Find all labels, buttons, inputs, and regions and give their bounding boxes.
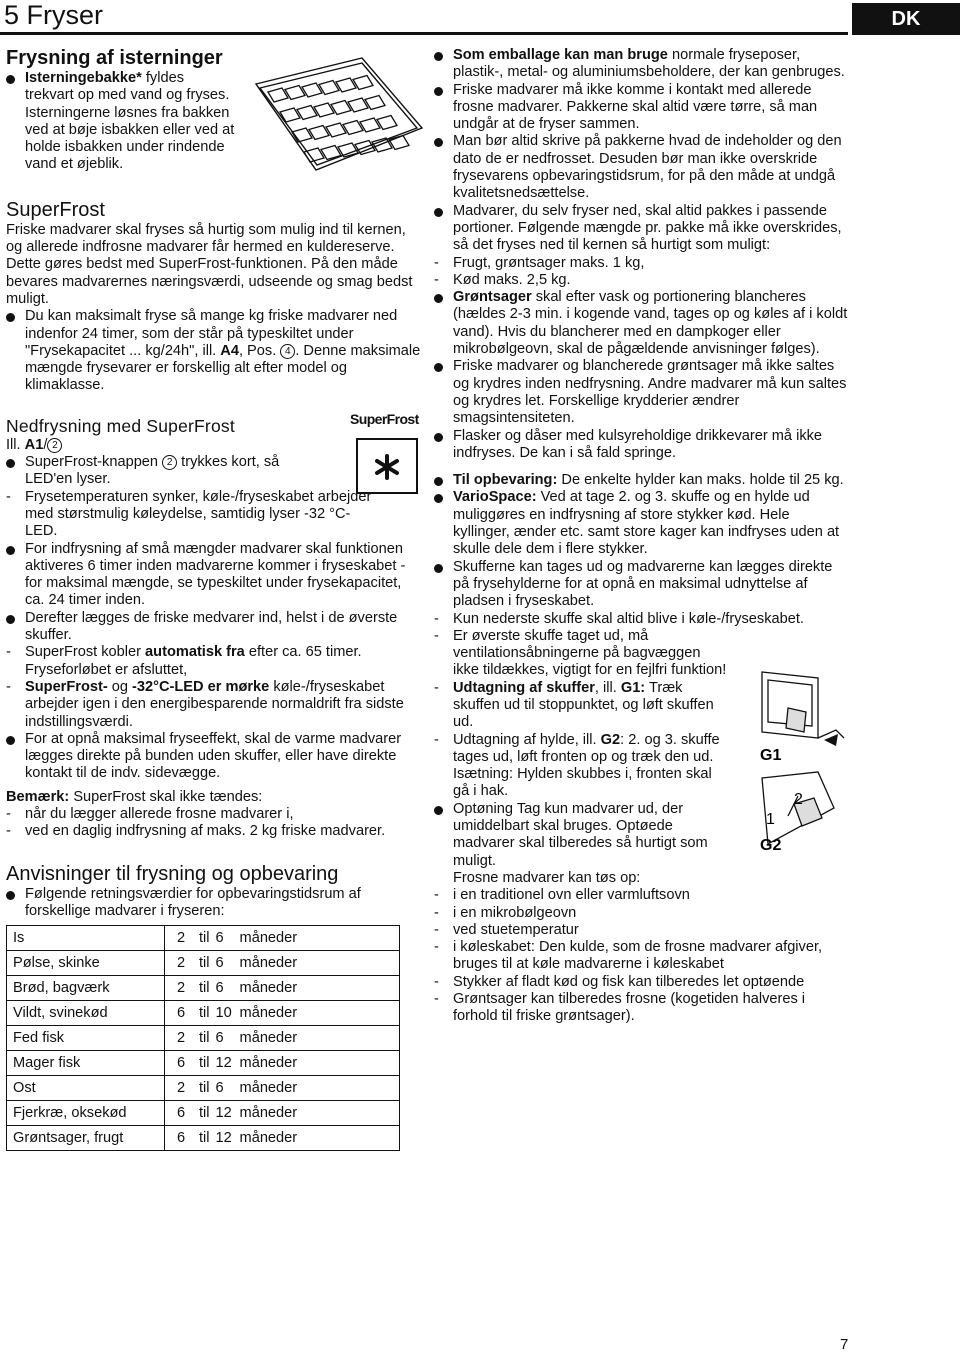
text: Flasker og dåser med kulsyreholdige drikkevarer må ikke indfryses. De kan i så fald springe. <box>453 427 823 461</box>
duration-from: 2 <box>177 929 186 946</box>
chapter-title: 5 Fryser <box>4 0 104 30</box>
food-name-cell: Mager fisk <box>7 1051 165 1076</box>
page-number: 7 <box>840 1336 849 1353</box>
food-name-cell: Fed fisk <box>7 1026 165 1051</box>
dash-item: - Frugt, grøntsager maks. 1 kg, <box>434 254 645 271</box>
text: Udtagning af hylde, ill. <box>453 731 601 748</box>
text: i en mikrobølgeovn <box>453 904 577 921</box>
text: Optøning Tag kun madvarer ud, der <box>453 800 684 817</box>
text: Kød maks. 2,5 kg. <box>453 271 571 288</box>
duration-from: 2 <box>177 1079 186 1096</box>
text: Ill. <box>6 436 25 453</box>
duration-to: 12 <box>215 1129 232 1146</box>
duration-from: 2 <box>177 979 186 996</box>
bold-text: Isterningebakke* <box>25 70 142 86</box>
duration-to: 6 <box>215 1079 224 1096</box>
drawer-removal-illustration <box>758 668 848 858</box>
bullet-portions <box>434 203 848 255</box>
bold-text: VarioSpace: <box>453 489 537 506</box>
bullet-icon <box>434 363 443 372</box>
text: holde isbakken under rindende <box>25 139 225 156</box>
note <box>6 789 424 806</box>
text: Derefter lægges de friske medvarer ind, helst i de øverste skuffer. <box>25 609 398 644</box>
duration-from: 6 <box>177 1129 186 1146</box>
snowflake-icon <box>358 440 416 492</box>
text: Følgende retningsværdier for opbevaringstidsrum af forskellige madvarer i fryseren: <box>25 885 361 919</box>
bullet-icon <box>434 564 443 573</box>
dash-item: - i køleskabet: Den kulde, som de frosne madvarer afgiver, bruges til at køle madvarerne i køleskabet <box>434 939 823 973</box>
left-column <box>6 47 424 1151</box>
bullet-place-food <box>6 610 424 645</box>
text: Stykker af fladt kød og fisk kan tilberedes let optøende <box>453 973 805 990</box>
bullet-no-contact <box>434 82 848 134</box>
dash-item: - i en mikrobølgeovn <box>434 904 577 921</box>
text: når du lægger allerede frosne madvarer i, <box>25 805 294 822</box>
duration-til: til <box>199 1029 210 1046</box>
text: Træk <box>645 679 683 696</box>
text: i en traditionel ovn eller varmluftsovn <box>453 887 690 904</box>
table-row <box>7 1076 400 1101</box>
text: / <box>43 436 48 453</box>
dash-item: - Er øverste skuffe taget ud, må ventilationsåbningerne på bagvæggen ikke tildækkes, vigtigt for en fejlfri funktion! <box>434 627 727 679</box>
superfrost-label: SuperFrost <box>350 411 419 427</box>
bullet-vegetables <box>434 289 848 358</box>
duration-to: 10 <box>215 1004 232 1021</box>
bullet-packaging <box>434 47 848 82</box>
bullet-icon <box>6 75 15 84</box>
duration-til: til <box>199 954 210 971</box>
dash-item: - SuperFrost kobler automatisk fra efter ca. 65 timer. Fryseforløbet er afsluttet, <box>6 644 362 678</box>
bullet-drawers <box>434 559 848 611</box>
duration-cell <box>165 1051 400 1076</box>
table-row <box>7 976 400 1001</box>
position-number-icon: 2 <box>47 438 62 453</box>
text: Man bør altid skrive på pakkerne hvad de indeholder og den dato de er nedfrosset. Desuden bør man ikke overskride frysevarens opbevaringstidsrum, for på den måde at undgå kvalitetsnedsættelse. <box>453 133 842 202</box>
bullet-small-quantities <box>6 541 424 610</box>
dash-item: - ved en daglig indfrysning af maks. 2 kg friske madvarer. <box>6 823 386 840</box>
duration-from: 6 <box>177 1104 186 1121</box>
duration-til: til <box>199 929 210 946</box>
duration-to: 6 <box>215 929 224 946</box>
food-name-cell: Grøntsager, frugt <box>7 1126 165 1151</box>
text: LED'en lyser. <box>25 471 111 488</box>
duration-til: til <box>199 979 210 996</box>
section-title-superfrost: SuperFrost <box>6 198 105 221</box>
bullet-seasoning <box>434 358 848 427</box>
bullet-icon <box>6 891 15 900</box>
bullet-labeling <box>434 133 848 202</box>
food-name-cell: Ost <box>7 1076 165 1101</box>
bullet-icon <box>434 477 443 486</box>
bullet-variospace <box>434 489 848 558</box>
duration-from: 2 <box>177 954 186 971</box>
text: Frosne madvarer kan tøs op: <box>453 869 641 886</box>
food-name-cell: Vildt, svinekød <box>7 1001 165 1026</box>
text: Fryseforløbet er afsluttet, <box>25 661 188 678</box>
duration-cell <box>165 976 400 1001</box>
bullet-icon <box>434 433 443 442</box>
text: og <box>107 678 133 695</box>
section-title-ice-cubes: Frysning af isterninger <box>6 47 223 69</box>
text: tages ud, løft fronten op og træk den ud. <box>453 748 714 765</box>
text: Isætning: Hylden skubbes i, fronten skal <box>453 766 712 783</box>
dash-item: - Udtagning af skuffer, ill. G1: Træk skuffen ud til stoppunktet, og løft skuffen ud. <box>434 679 714 731</box>
dash-item: - i en traditionel ovn eller varmluftsovn <box>434 887 690 904</box>
duration-unit: måneder <box>239 929 298 946</box>
text: Friske madvarer må ikke komme i kontakt med allerede frosne madvarer. Pakkerne skal altid være tørre, så man undgår at de fryser sammen. <box>453 81 818 133</box>
text: Isterningerne løsnes fra bakken <box>25 104 230 121</box>
duration-to: 6 <box>215 954 224 971</box>
text: . Denne maksimale mængde frysevarer er forskellig alt efter model og klimaklasse. <box>25 342 421 394</box>
bullet-capacity <box>6 308 424 394</box>
duration-cell <box>165 1101 400 1126</box>
figure-label-g1: G1 <box>760 747 782 764</box>
text: SuperFrost skal ikke tændes: <box>69 788 263 805</box>
duration-unit: måneder <box>239 1004 298 1021</box>
duration-to: 12 <box>215 1104 232 1121</box>
text: gå i hak. <box>453 783 509 800</box>
text: ved stuetemperatur <box>453 921 579 938</box>
text: muligt. <box>453 852 496 869</box>
step-number: 1 <box>766 811 775 828</box>
duration-to: 12 <box>215 1054 232 1071</box>
duration-to: 6 <box>215 1029 224 1046</box>
table-row <box>7 1126 400 1151</box>
food-name-cell: Fjerkræ, oksekød <box>7 1101 165 1126</box>
text: køle-/fryseskabet arbejder igen i den energibesparende normaldrift fra sidste indstillingsværdi. <box>25 678 404 730</box>
bullet-icon <box>434 494 443 503</box>
duration-til: til <box>199 1079 210 1096</box>
section-title-storage: Anvisninger til frysning og opbevaring <box>6 862 339 885</box>
text: Grøntsager kan tilberedes frosne (kogetiden halveres i forhold til friske grøntsager). <box>453 991 806 1025</box>
storage-time-table <box>6 925 400 1151</box>
bullet-icon <box>434 52 443 61</box>
text: trykkes kort, så <box>177 454 280 471</box>
text: Du kan maksimalt fryse så mange kg friske madvarer ned indenfor 24 timer, som der står på typeskiltet under "Frysekapacitet ... kg/24h", ill. <box>25 308 398 359</box>
duration-unit: måneder <box>239 1029 298 1046</box>
bullet-icon <box>6 459 15 468</box>
bullet-guidelines <box>6 886 424 921</box>
table-row <box>7 1026 400 1051</box>
bold-text: Til opbevaring: <box>453 472 558 489</box>
paragraph-superfrost: Friske madvarer skal fryses så hurtig som mulig ind til kernen, og allerede indfrosne madvarer får hermed en kuldereserve. Dette gøres bedst med SuperFrost-funktionen. På den måde bevares madvarernes næringsværdi, udseende og smag bedst muligt. <box>6 221 413 307</box>
dash-item: - Stykker af fladt kød og fisk kan tilberedes let optøende <box>434 973 805 990</box>
text: Kun nederste skuffe skal altid blive i køle-/fryseskabet. <box>453 610 804 627</box>
text: ved en daglig indfrysning af maks. 2 kg friske madvarer. <box>25 823 386 840</box>
bullet-icon <box>6 546 15 555</box>
text: SuperFrost-knappen <box>25 454 163 471</box>
dash-item: - Frysetemperaturen synker, køle-/fryseskabet arbejder med størstmulig køleydelse, samtidig lyser -32 °C-LED. <box>6 488 372 540</box>
text: Madvarer, du selv fryser ned, skal altid pakkes i passende portioner. Følgende mængde pr. pakke må ikke overskrides, så det fryses ned til kernen så hurtigt som muligt: <box>453 202 842 254</box>
duration-unit: måneder <box>239 979 298 996</box>
duration-cell <box>165 1126 400 1151</box>
bold-text: -32°C-LED er mørke <box>132 678 270 695</box>
dash-item: - SuperFrost- og -32°C-LED er mørke køle-/fryseskabet arbejder igen i den energibesparende normaldrift fra sidste indstillingsværdi. <box>6 678 404 730</box>
arrow-icon <box>824 734 838 746</box>
duration-til: til <box>199 1129 210 1146</box>
bullet-storage <box>434 472 848 489</box>
duration-cell <box>165 926 400 951</box>
table-row <box>7 1051 400 1076</box>
text: skuffen ud til stoppunktet, og løft skuffen <box>453 696 714 713</box>
text: For at opnå maksimal fryseeffekt, skal de varme madvarer lægges direkte på bunden uden skuffer, eller have direkte kontakt til de indv. sidevægge. <box>25 730 402 782</box>
page-header <box>0 0 960 34</box>
duration-from: 6 <box>177 1054 186 1071</box>
bullet-max-effect <box>6 731 424 783</box>
text: Friske madvarer og blancherede grøntsager må ikke saltes og krydres inden nedfrysning. Andre madvarer må kun saltes og krydres let. Forskellige krydderier ændrer smagsintensiteten. <box>453 358 847 427</box>
duration-unit: måneder <box>239 1104 298 1121</box>
duration-from: 6 <box>177 1004 186 1021</box>
bullet-icon <box>434 208 443 217</box>
language-badge: DK <box>852 3 960 35</box>
text: ved at bøje isbakken eller ved at <box>25 121 235 138</box>
duration-unit: måneder <box>239 954 298 971</box>
bullet-icon <box>6 313 15 322</box>
bullet-ice-tray <box>6 70 424 174</box>
text: Ved at tage 2. og 3. skuffe og en hylde ud muliggøres en indfrysning af store stykker kød. Hele kyllinger, ænder etc. samt store kager kan indfryses uden at skulle dele dem i flere stykker. <box>453 489 840 558</box>
text: SuperFrost kobler <box>25 644 146 661</box>
bullet-icon <box>6 615 15 624</box>
bullet-icon <box>434 138 443 147</box>
bold-text: Grøntsager <box>453 289 532 306</box>
dash-item: - Udtagning af hylde, ill. G2: 2. og 3. skuffe tages ud, løft fronten op og træk den ud. Isætning: Hylden skubbes i, fronten skal gå i hak. <box>434 731 720 800</box>
bold-text: SuperFrost- <box>25 678 108 695</box>
position-number-icon: 2 <box>162 455 177 470</box>
superfrost-button-illustration <box>356 438 418 494</box>
text: madvarer skal tilberedes så hurtigt som <box>453 835 708 852</box>
duration-til: til <box>199 1104 210 1121</box>
bold-text: A1 <box>24 436 44 453</box>
bold-text: A4 <box>220 342 239 359</box>
text: ventilationsåbningerne på bagvæggen <box>453 645 701 662</box>
duration-unit: måneder <box>239 1079 298 1096</box>
text: Frugt, grøntsager maks. 1 kg, <box>453 254 645 271</box>
text: , Pos. <box>238 342 281 359</box>
table-row <box>7 926 400 951</box>
dash-item: - når du lægger allerede frosne madvarer i, <box>6 805 294 822</box>
bold-text: G1: <box>620 679 646 696</box>
dash-item: - Grøntsager kan tilberedes frosne (kogetiden halveres i forhold til friske grøntsager). <box>434 991 806 1025</box>
text: Frysetemperaturen synker, køle-/fryseskabet arbejder med størstmulig køleydelse, samtidig lyser -32 °C-LED. <box>25 488 372 540</box>
text: skal efter vask og portionering blancheres (hældes 2-3 min. i kogende vand, tages op og køles af i koldt vand). Hvis du blancherer med en dampkoger eller mikrobølgeovn, skal de pågældende anvisninger følges). <box>453 289 848 358</box>
bold-text: Udtagning af skuffer <box>453 679 595 696</box>
food-name-cell: Is <box>7 926 165 951</box>
bullet-icon <box>434 806 443 815</box>
text: For indfrysning af små mængder madvarer skal funktionen aktiveres 6 timer inden madvarerne kommer i fryseskabet - for maksimal mængde, se typeskiltet under frysekapacitet, ca. 24 timer inden. <box>25 540 406 609</box>
duration-to: 6 <box>215 979 224 996</box>
dash-item: - Kun nederste skuffe skal altid blive i køle-/fryseskabet. <box>434 610 804 627</box>
right-column <box>434 47 848 1026</box>
text: ikke tildækkes, vigtigt for en fejlfri funktion! <box>453 662 727 679</box>
section-title-superfrost-freezing: Nedfrysning med SuperFrost <box>6 415 235 436</box>
duration-unit: måneder <box>239 1054 298 1071</box>
text: vand et øjeblik. <box>25 156 124 173</box>
text: trekvart op med vand og fryses. <box>25 87 230 104</box>
text: De enkelte hylder kan maks. holde til 25 kg. <box>557 472 844 489</box>
text: , ill. <box>594 679 621 696</box>
bullet-icon <box>6 736 15 745</box>
text: Er øverste skuffe taget ud, må <box>453 627 649 644</box>
dash-item: - Kød maks. 2,5 kg. <box>434 271 571 288</box>
bullet-icon <box>434 294 443 303</box>
duration-from: 2 <box>177 1029 186 1046</box>
bold-text: automatisk fra <box>145 644 245 661</box>
text: : 2. og 3. skuffe <box>620 731 720 748</box>
dash-item: - ved stuetemperatur <box>434 921 579 938</box>
step-number: 2 <box>794 791 803 808</box>
text: ud. <box>453 714 474 731</box>
bold-text: G2 <box>600 731 621 748</box>
text: normale fryseposer, plastik-, metal- og aluminiumsbeholdere, der kan genbruges. <box>453 47 845 81</box>
duration-cell <box>165 951 400 976</box>
text: fyldes <box>141 70 184 86</box>
duration-cell <box>165 1001 400 1026</box>
table-row <box>7 951 400 976</box>
duration-til: til <box>199 1004 210 1021</box>
text: i køleskabet: Den kulde, som de frosne madvarer afgiver, bruges til at køle madvarerne i køleskabet <box>453 939 823 973</box>
duration-unit: måneder <box>239 1129 298 1146</box>
food-name-cell: Pølse, skinke <box>7 951 165 976</box>
text: efter ca. 65 timer. <box>244 644 362 661</box>
duration-cell <box>165 1076 400 1101</box>
table-row <box>7 1001 400 1026</box>
food-name-cell: Brød, bagværk <box>7 976 165 1001</box>
position-number-icon: 4 <box>280 344 295 359</box>
text: umiddelbart skal bruges. Optøede <box>453 818 673 835</box>
text: Skufferne kan tages ud og madvarerne kan lægges direkte på frysehylderne for at opnå en maksimal udnyttelse af pladsen i fryseskabet. <box>453 558 833 610</box>
duration-cell <box>165 1026 400 1051</box>
bold-text: Som emballage kan man bruge <box>453 47 668 63</box>
bold-text: Bemærk: <box>6 788 70 805</box>
duration-til: til <box>199 1054 210 1071</box>
table-row <box>7 1101 400 1126</box>
bullet-icon <box>434 87 443 96</box>
figure-label-g2: G2 <box>760 837 782 854</box>
bullet-bottles <box>434 428 848 463</box>
header-rule <box>0 32 848 35</box>
